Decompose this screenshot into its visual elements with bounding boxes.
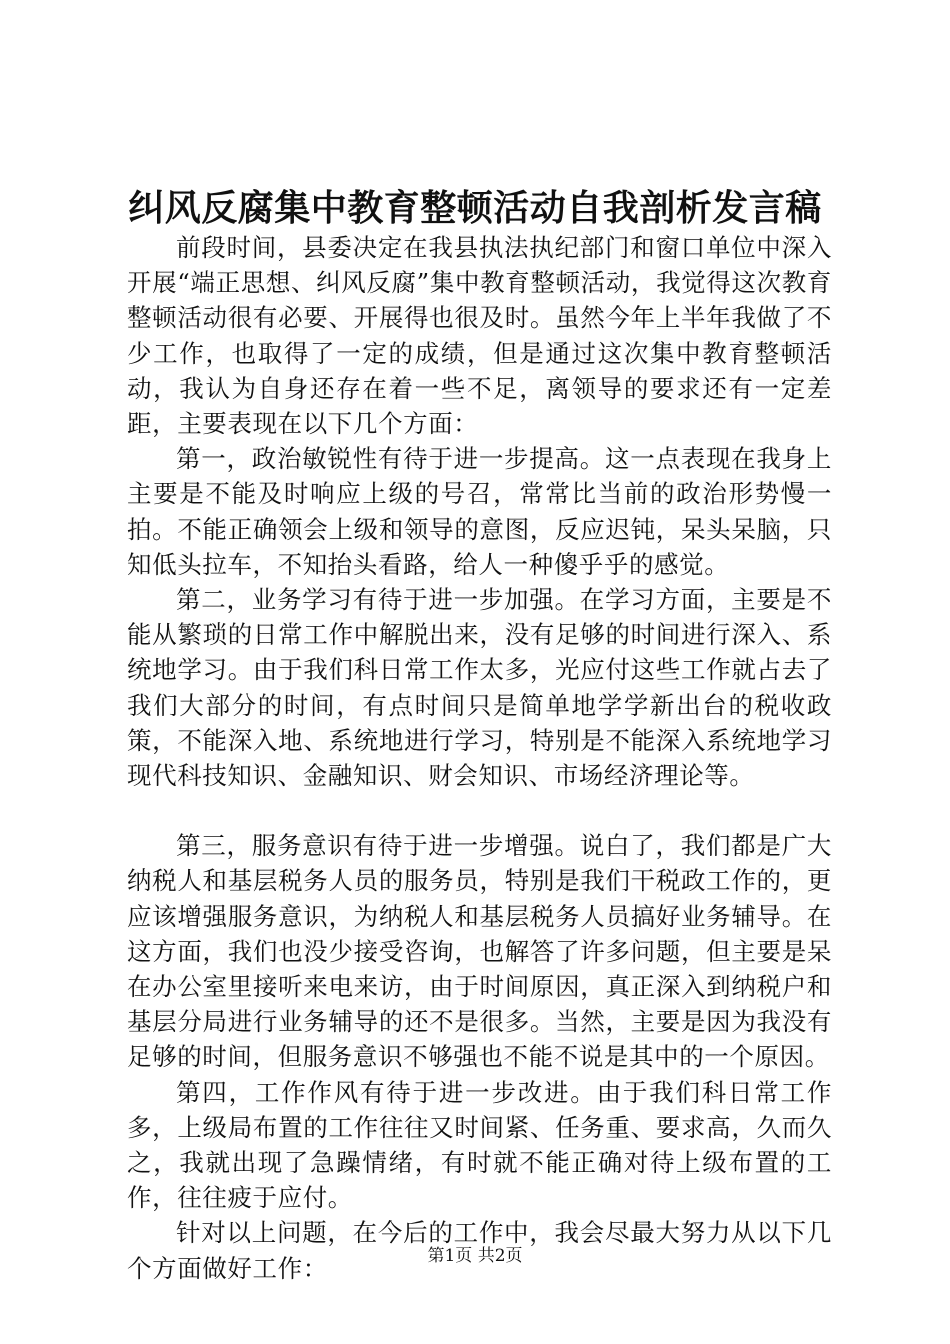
paragraph-conclusion: 针对以上问题，在今后的工作中，我会尽最大努力从以下几个方面做好工作： bbox=[127, 1218, 832, 1283]
paragraph-intro: 前段时间，县委决定在我县执法执纪部门和窗口单位中深入开展“端正思想、纠风反腐”集中教育整顿活动，我觉得这次教育整顿活动很有必要、开展得也很及时。虽然今年上半年我做了不少工作，也取得了一定的成绩，但是通过这次集中教育整顿活动，我认为自身还存在着一些不足，离领导的要求还有一定差距，主要表现在以下几个方面： bbox=[127, 233, 832, 439]
document-body bbox=[127, 230, 832, 1286]
document-title: 纠风反腐集中教育整顿活动自我剖析发言稿 bbox=[128, 187, 822, 229]
paragraph-point-4: 第四，工作作风有待于进一步改进。由于我们科日常工作多，上级局布置的工作往往又时间紧、任务重、要求高，久而久之，我就出现了急躁情绪，有时就不能正确对待上级布置的工作，往往疲于应付。 bbox=[127, 1077, 832, 1213]
paragraph-point-2: 第二，业务学习有待于进一步加强。在学习方面，主要是不能从繁琐的日常工作中解脱出来，没有足够的时间进行深入、系统地学习。由于我们科日常工作太多，光应付这些工作就占去了我们大部分的时间，有点时间只是简单地学学新出台的税收政策，不能深入地、系统地进行学习，特别是不能深入系统地学习现代科技知识、金融知识、财会知识、市场经济理论等。 bbox=[127, 585, 832, 791]
paragraph-point-1: 第一，政治敏锐性有待于进一步提高。这一点表现在我身上主要是不能及时响应上级的号召，常常比当前的政治形势慢一拍。不能正确领会上级和领导的意图，反应迟钝，呆头呆脑，只知低头拉车，不知抬头看路，给人一种傻乎乎的感觉。 bbox=[127, 444, 832, 579]
paragraph-point-3: 第三，服务意识有待于进一步增强。说白了，我们都是广大纳税人和基层税务人员的服务员，特别是我们干税政工作的，更应该增强服务意识，为纳税人和基层税务人员搞好业务辅导。在这方面，我们也没少接受咨询，也解答了许多问题，但主要是呆在办公室里接听来电来访，由于时间原因，真正深入到纳税户和基层分局进行业务辅导的还不是很多。当然，主要是因为我没有足够的时间，但服务意识不够强也不能不说是其中的一个原因。 bbox=[127, 831, 832, 1072]
page-footer: 第1页 共2页 bbox=[427, 1246, 523, 1266]
